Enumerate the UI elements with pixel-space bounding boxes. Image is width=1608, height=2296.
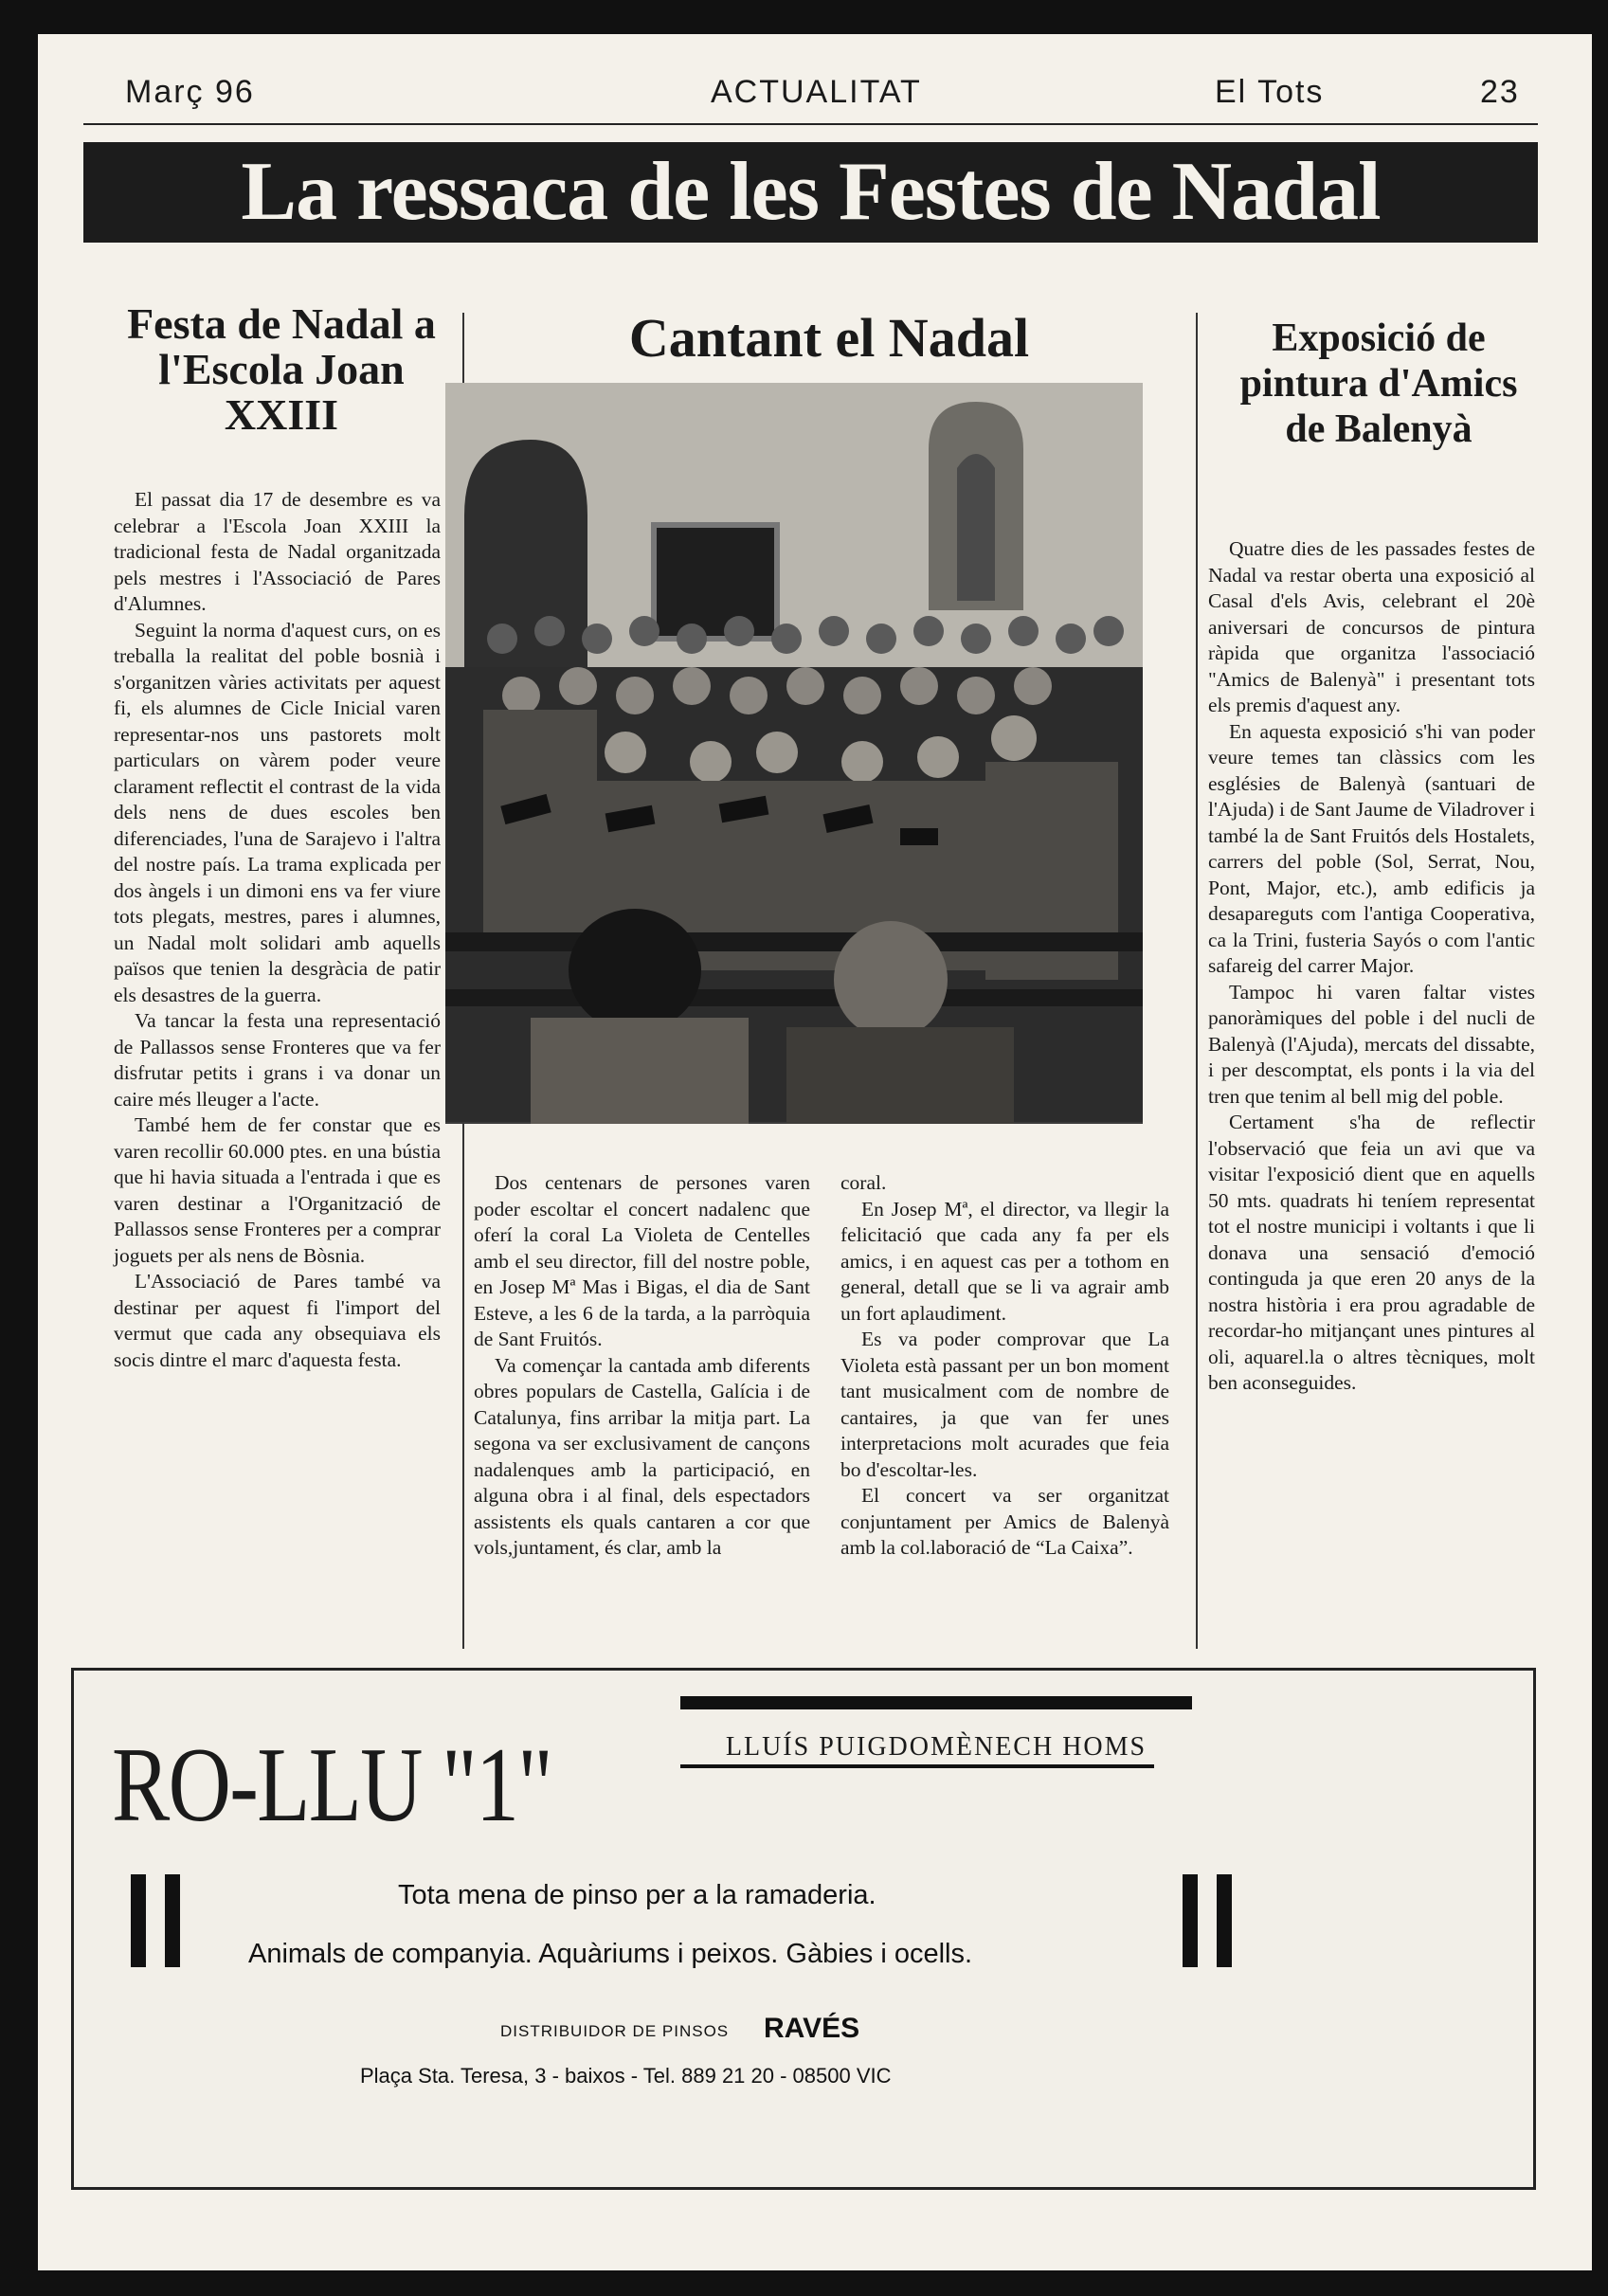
article-title-escola: Festa de Nadal a l'Escola Joan XXIII [127, 299, 436, 439]
paragraph: Tampoc hi varen faltar vistes panoràmiques del poble i del nucli de Balenyà (l'Ajuda), mercats del dissabte, i per descomptat, els ponts i la via del tren que tenim al bell mig del poble. [1208, 980, 1535, 1108]
paragraph: En aquesta exposició s'hi van poder veure temes tan clàssics com les esglésies de Balenyà (santuari de l'Ajuda) i de Sant Jaume de Viladrover i també la de Sant Fruitós dels Hostalets, carrers del poble (Sol, Serrat, Nou, Pont, Major, etc.), amb edificis ja desapareguts com l'antiga Cooperativa, ca la Trini, fusteria Sayós o com l'antic safareig del carrer Major. [1208, 719, 1535, 977]
paragraph: Dos centenars de persones varen poder escoltar el concert nadalenc que oferí la coral La Violeta de Centelles amb el seu director, fill del nostre poble, en Josep Mª Mas i Bigas, el dia de Sant Esteve, a les 6 de la tarda, a la parròquia de Sant Fruitós. [474, 1171, 810, 1350]
ad-distributor-label: DISTRIBUIDOR DE PINSOS [500, 2022, 730, 2040]
paragraph: L'Associació de Pares també va destinar per aquest fi l'import del vermut que cada any obsequiava els socis dintre el marc d'aquesta festa. [114, 1270, 441, 1371]
ad-rule-bottom [680, 1764, 1154, 1768]
article-body-cantant-col2 [840, 1170, 1169, 1562]
magazine-name: El Tots [1215, 74, 1325, 110]
paragraph: El concert va ser organitzat conjuntament per Amics de Balenyà amb la col.laboració de “La Caixa”. [840, 1484, 1169, 1559]
page-number: 23 [1480, 74, 1520, 110]
paragraph: Es va poder comprovar que La Violeta està passant per un bon moment tant musicalment com de nombre de cantaires, ja que van fer unes interpretacions molt acurades que feia bo d'escoltar-les. [840, 1328, 1169, 1481]
article-body-exposicio [1208, 536, 1535, 1397]
page-header [85, 74, 1535, 121]
paragraph-continuation: coral. [840, 1171, 887, 1194]
ad-brand: RO-LLU "1" [112, 1727, 552, 1844]
paragraph: Quatre dies de les passades festes de Nadal va restar oberta una exposició al Casal d'els Avis, celebrant el 20è aniversari de concursos de pintura ràpida que organitza l'associació "Amics de Balenyà" i presentant tots els premis d'aquest any. [1208, 537, 1535, 716]
paragraph: Va tancar la festa una representació de Pallassos sense Fronteres que va fer disfrutar petits i grans i va donar un caire més lleuger a l'acte. [114, 1009, 441, 1111]
ad-rule-top [680, 1696, 1192, 1709]
ad-bars-right [1183, 1874, 1251, 1967]
ad-bars-left [131, 1874, 199, 1967]
paragraph: En Josep Mª, el director, va llegir la felicitació que cada any fa per els amics, i en aquest cas per a tothom en general, detall que se li va agrair amb un fort aplaudiment. [840, 1197, 1169, 1325]
column-divider-right [1196, 313, 1198, 1649]
article-body-escola [114, 487, 441, 1373]
issue-date: Març 96 [125, 74, 255, 110]
article-title-exposicio: Exposició de pintura d'Amics de Balenyà [1239, 316, 1518, 451]
choir-photo [445, 383, 1143, 1124]
paragraph: Seguint la norma d'aquest curs, on es treballa la realitat del poble bosnià i s'organitzen vàries activitats per aquest fi, els alumnes de Cicle Inicial varen representar-nos uns pastorets molt particulars on vàrem poder veure clarament reflectit el contrast de la vida dels nens de dues escoles ben diferenciades, l'una de Sarajevo i l'altra del nostre país. La trama explicada per dos àngels i un dimoni ens va fer viure tots plegats, mestres, pares i alumnes, un Nadal molt solidari amb aquells països que tenien la desgràcia de patir els desastres de la guerra. [114, 618, 441, 1006]
ad-address: Plaça Sta. Teresa, 3 - baixos - Tel. 889 21 20 - 08500 VIC [360, 2064, 892, 2088]
choir-photo-illustration [445, 383, 1143, 1124]
ad-distributor-name: RAVÉS [764, 2013, 860, 2044]
article-title-cantant: Cantant el Nadal [628, 307, 1030, 369]
header-rule [83, 123, 1538, 125]
paragraph: També hem de fer constar que es varen recollir 60.000 ptes. en una bústia que hi havia situada a l'entrada i que es varen destinar a l'Organització de Pallassos sense Fronteres per a comprar joguets per als nens de Bòsnia. [114, 1113, 441, 1267]
paragraph: Va començar la cantada amb diferents obres populars de Castella, Galícia i de Catalunya, fins arribar la mitja part. La segona va ser exclusivament de cançons nadalenques amb la participació, en alguna obra i al final, dels espectadors assistents els quals cantaren a cor que vols,juntament, és clar, amb la [474, 1353, 810, 1559]
article-body-cantant-col1 [474, 1170, 810, 1562]
main-headline: La ressaca de les Festes de Nadal [83, 142, 1538, 243]
paragraph: El passat dia 17 de desembre es va celebrar a l'Escola Joan XXIII la tradicional festa de Nadal organitzada pels mestres i l'Associació de Pares d'Alumnes. [114, 488, 441, 615]
section-name: ACTUALITAT [711, 74, 922, 110]
ad-line-pets: Animals de companyia. Aquàriums i peixos. Gàbies i ocells. [248, 1939, 973, 1969]
ad-owner: LLUÍS PUIGDOMÈNECH HOMS [725, 1732, 1147, 1762]
paragraph: Certament s'ha de reflectir l'observació que feia un avi que va visitar l'exposició dient que en aquells 50 mts. quadrats hi teníem representat tot el nostre municipi i voltants i que li donava una sensació d'emoció continguda ja que eren 20 anys de la nostra història i era prou agradable de recordar-ho mitjançant unes pintures al oli, aquarel.la o altres tècniques, molt ben aconseguides. [1208, 1111, 1535, 1394]
ad-line-feed: Tota mena de pinso per a la ramaderia. [398, 1880, 876, 1910]
